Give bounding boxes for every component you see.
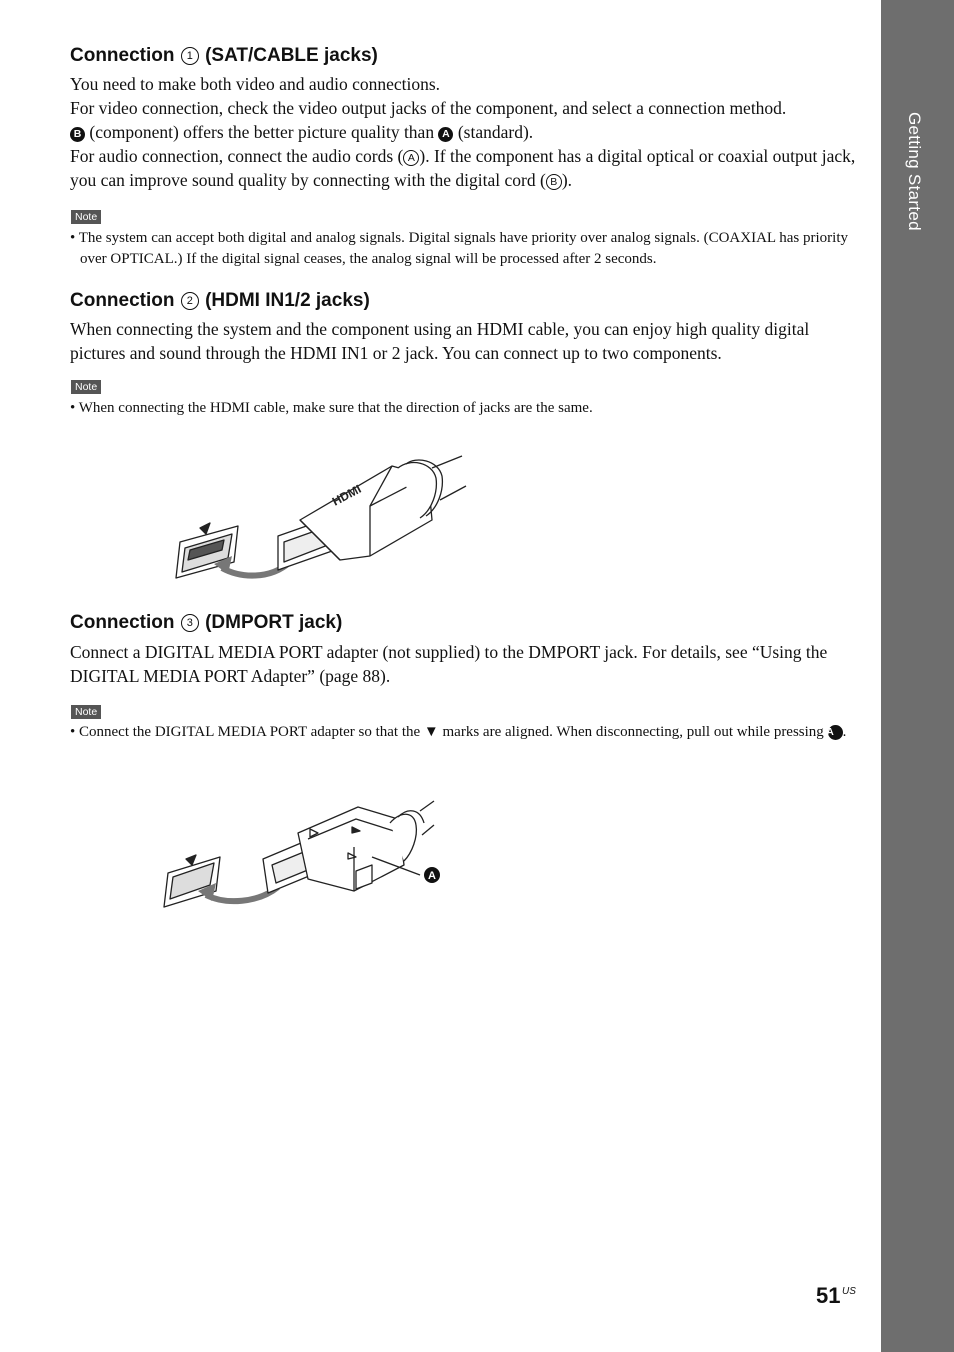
section1-heading-suffix: (SAT/CABLE jacks)	[205, 45, 378, 66]
section2-heading	[70, 290, 370, 312]
direction-marker-icon	[200, 523, 210, 534]
section1-para4-text2: ). If the component has a digital optical or coaxial output jack, you can improve sound quality by connecting with the digital cord (	[70, 146, 856, 190]
section1-para3-text1: (component) offers the better picture quality than	[89, 122, 435, 142]
section2-para1: When connecting the system and the component using an HDMI cable, you can enjoy high quality digital pictures and sound through the HDMI IN1 or 2 jack. You can connect up to two components.	[70, 319, 810, 363]
hdmi-connection-illustration	[170, 450, 470, 590]
section1-note: • The system can accept both digital and analog signals. Digital signals have priority over analog signals. (COAXIAL has priority over OPTICAL.) If the digital signal ceases, the analog signal will be processed after 2 seconds.	[70, 230, 848, 267]
outline-badge-b: B	[546, 174, 562, 190]
dmport-connection-illustration	[158, 795, 458, 915]
section1-note-label: Note	[71, 210, 101, 224]
section1-para4-text1: For audio connection, connect the audio cords (	[70, 146, 404, 166]
section3-note-label: Note	[71, 705, 101, 719]
section3-heading-number: 3	[181, 614, 199, 632]
section1-para4-text3: ).	[561, 170, 573, 190]
section1-para3	[70, 120, 860, 144]
section1-para3-text2: (standard).	[457, 122, 534, 142]
section1-heading	[70, 45, 378, 67]
section2-heading-suffix: (HDMI IN1/2 jacks)	[205, 290, 370, 311]
section3-heading	[70, 612, 342, 634]
section3-heading-suffix: (DMPORT jack)	[205, 612, 343, 633]
callout-a	[424, 867, 440, 883]
section2-heading-number: 2	[181, 292, 199, 310]
section3-note-text2: .	[842, 724, 847, 740]
page-number: 51	[816, 1283, 841, 1308]
section2-note-label: Note	[71, 380, 101, 394]
section2-note: • When connecting the HDMI cable, make sure that the direction of jacks are the same.	[70, 400, 593, 416]
section3-heading-prefix: Connection	[70, 612, 175, 633]
badge-a: A	[828, 725, 843, 740]
dmport-plug-icon	[298, 807, 404, 891]
direction-marker-icon	[186, 855, 196, 865]
section2-heading-prefix: Connection	[70, 290, 175, 311]
callout-a-label: A	[428, 870, 436, 882]
section3-para1: Connect a DIGITAL MEDIA PORT adapter (not supplied) to the DMPORT jack. For details, see “Using the DIGITAL MEDIA PORT Adapter” (page 88).	[70, 642, 828, 686]
section1-para1: You need to make both video and audio connections.	[70, 74, 441, 94]
badge-b: B	[70, 127, 85, 142]
side-tab-label: Getting Started	[905, 112, 924, 231]
section3-note-text1: • Connect the DIGITAL MEDIA PORT adapter so that the ▼ marks are aligned. When disconnecting, pull out while pressing	[70, 724, 824, 740]
badge-a: A	[438, 127, 453, 142]
section3-note	[70, 722, 870, 743]
outline-badge-a: A	[403, 150, 419, 166]
section1-heading-number: 1	[181, 47, 199, 65]
section1-para2: For video connection, check the video output jacks of the component, and select a connection method.	[70, 98, 787, 118]
section1-heading-prefix: Connection	[70, 45, 175, 66]
page-region: US	[842, 1286, 856, 1297]
section1-para4	[70, 144, 860, 192]
hdmi-logo-text: HDMI	[329, 481, 364, 509]
